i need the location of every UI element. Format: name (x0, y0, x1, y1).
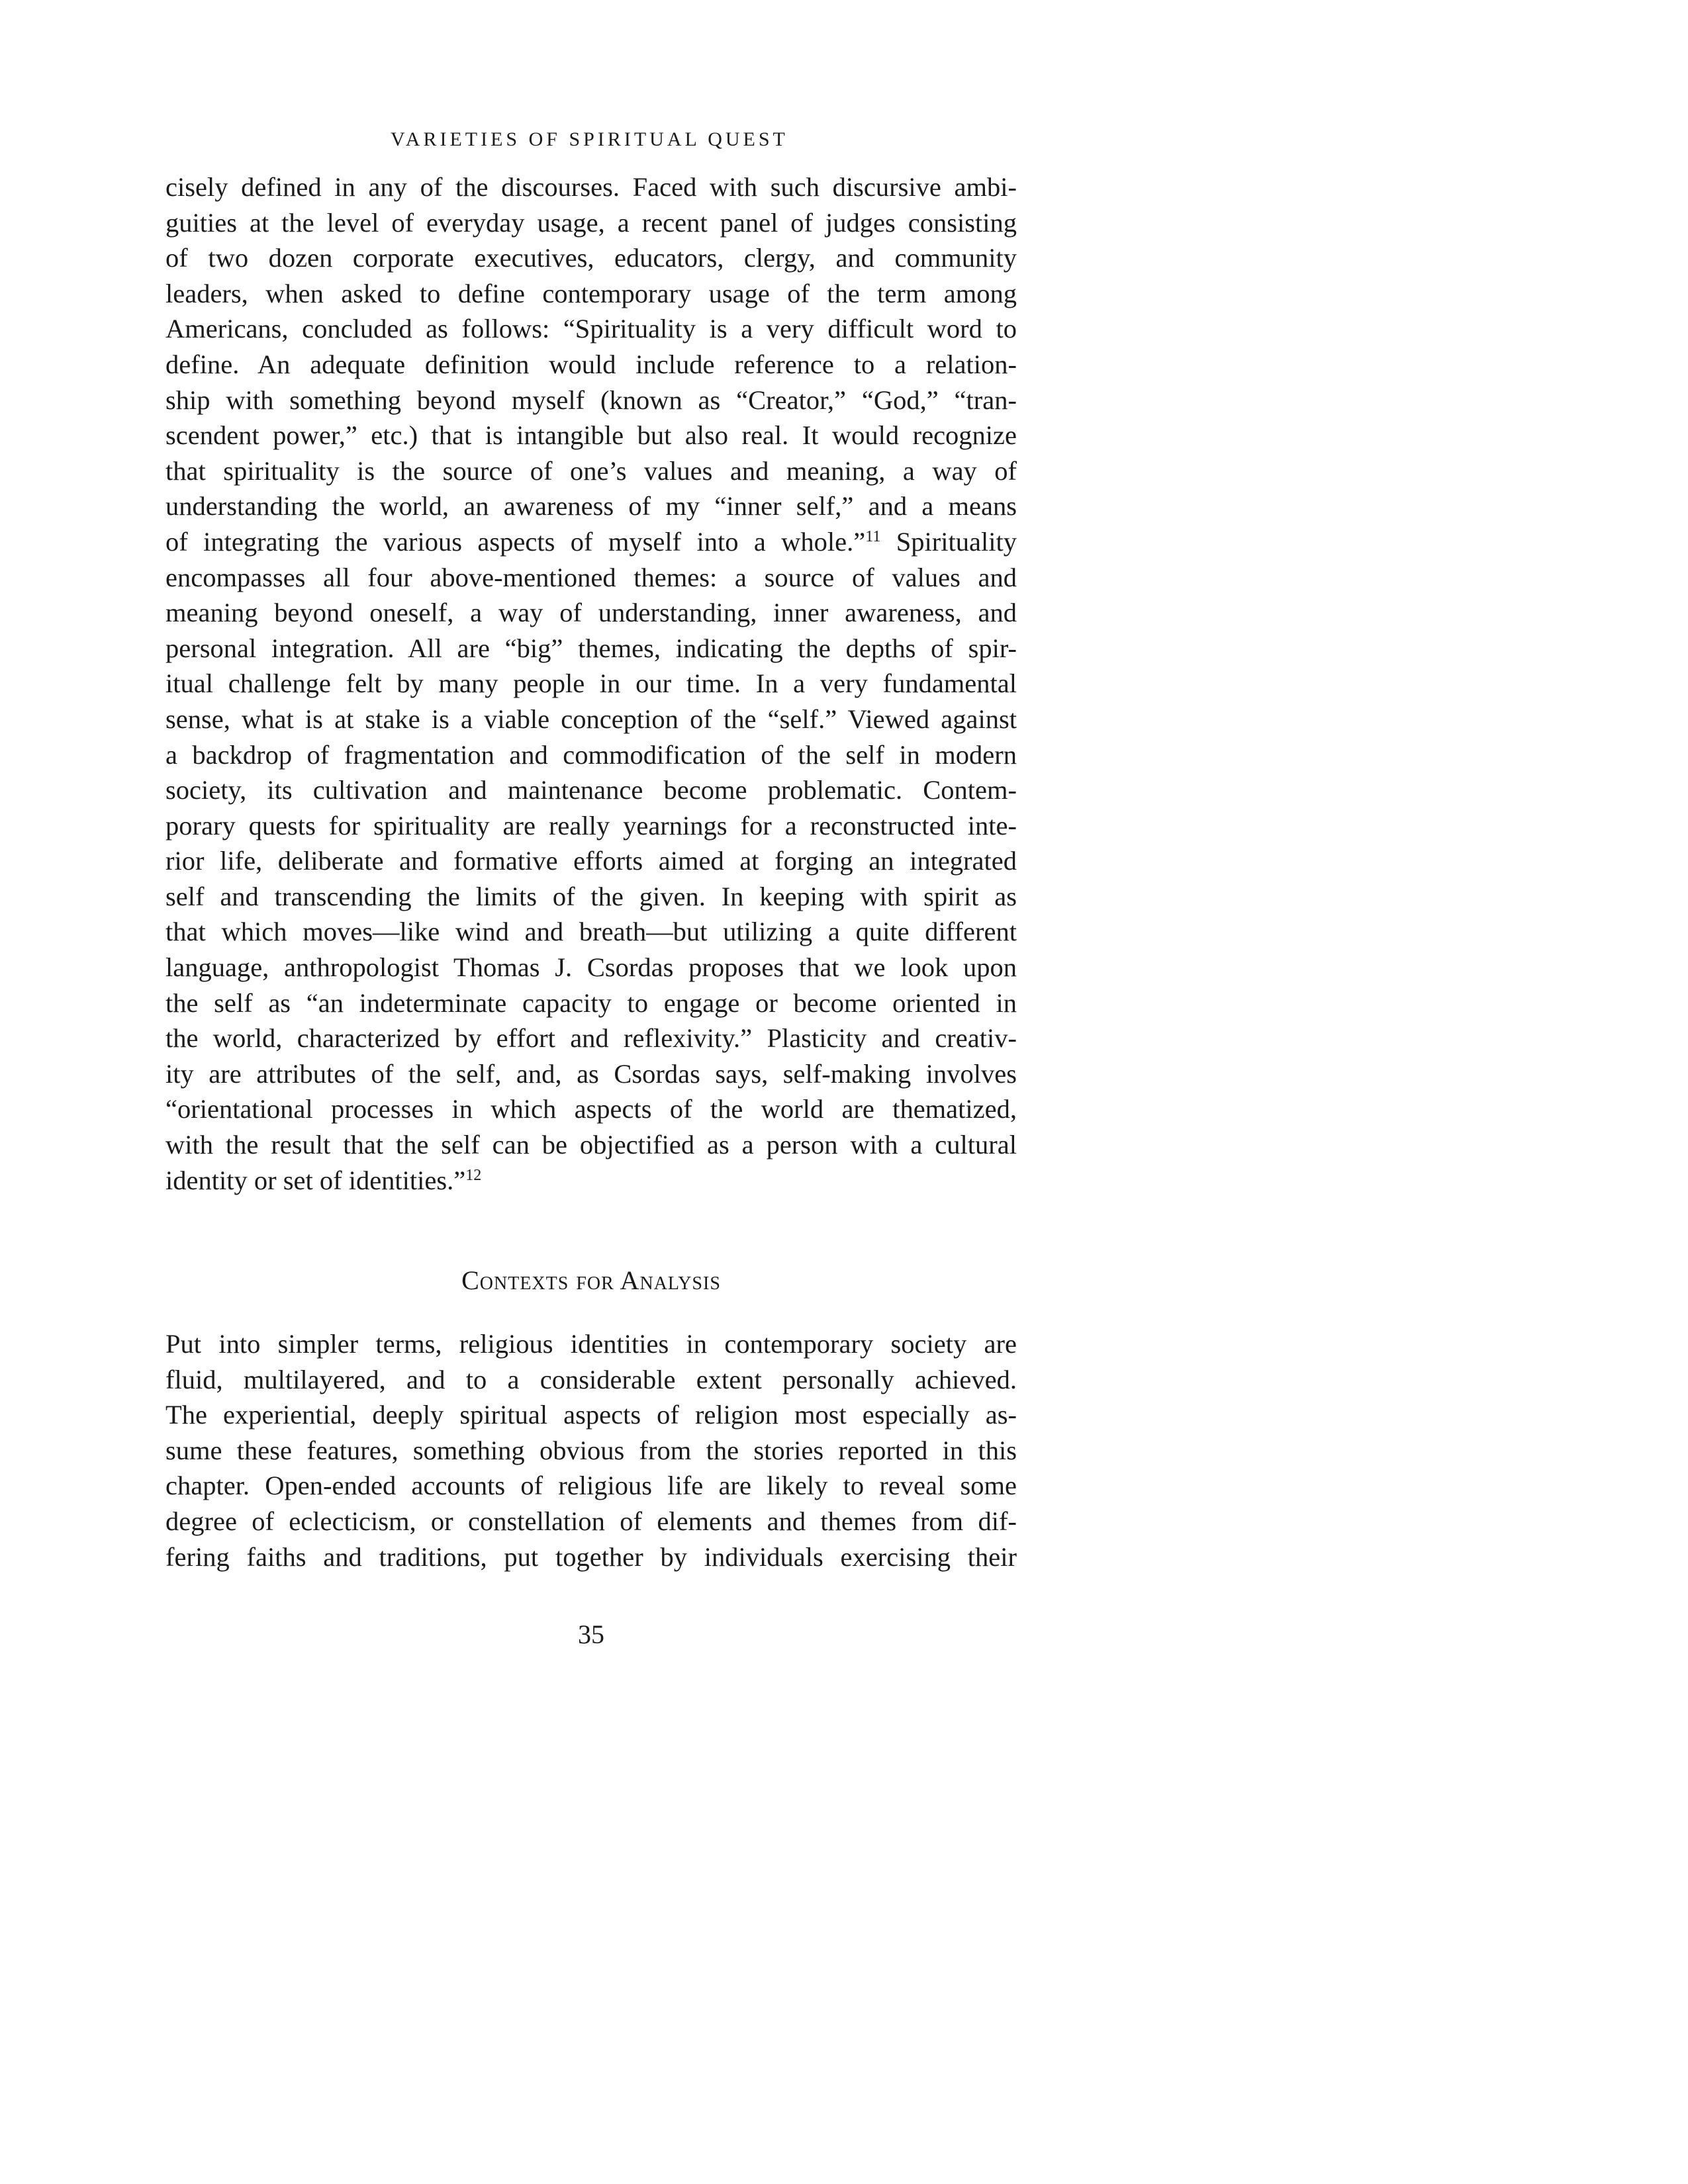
text-line: chapter. Open-ended accounts of religious life are likely to reveal some (165, 1471, 1017, 1501)
text-line: fering faiths and traditions, put together by individuals exercising their (165, 1541, 1017, 1572)
text-line: sense, what is at stake is a viable conception of the “self.” Viewed against (165, 704, 1017, 734)
text-line-with-note (165, 524, 1017, 560)
text-line: personal integration. All are “big” themes, indicating the depths of spir- (165, 633, 1017, 663)
footnote-marker-12: 12 (465, 1166, 482, 1184)
section-heading: Contexts for Analysis (461, 1265, 721, 1295)
body-paragraph-2 (165, 1326, 1017, 1574)
text-line: that spirituality is the source of one’s values and meaning, a way of (165, 455, 1017, 486)
text-line: understanding the world, an awareness of my “inner self,” and a means (165, 491, 1017, 522)
text-line: cisely defined in any of the discourses. Faced with such discursive ambi- (165, 172, 1017, 202)
running-head: VARIETIES OF SPIRITUAL QUEST (391, 128, 788, 150)
text-line: sume these features, something obvious from the stories reported in this (165, 1435, 1017, 1465)
text-line: guities at the level of everyday usage, a recent panel of judges consisting (165, 207, 1017, 238)
text-line: with the result that the self can be objectified as a person with a cultural (165, 1130, 1017, 1160)
text-line: that which moves—like wind and breath—but utilizing a quite different (165, 917, 1017, 947)
text-line: Put into simpler terms, religious identities in contemporary society are (165, 1329, 1017, 1359)
text-line: language, anthropologist Thomas J. Csordas proposes that we look upon (165, 952, 1017, 983)
text-line: the self as “an indeterminate capacity to engage or become oriented in (165, 987, 1017, 1018)
text-line: ity are attributes of the self, and, as Csordas says, self-making involves (165, 1058, 1017, 1089)
body-paragraph-1 (165, 169, 1017, 1198)
text-line: meaning beyond oneself, a way of understanding, inner awareness, and (165, 598, 1017, 628)
text-line: define. An adequate definition would include reference to a relation- (165, 349, 1017, 379)
text-fragment: of integrating the various aspects of myself into a whole.” (165, 526, 866, 557)
text-line: Americans, concluded as follows: “Spirituality is a very difficult word to (165, 314, 1017, 344)
text-line: itual challenge felt by many people in our time. In a very fundamental (165, 668, 1017, 699)
text-line: porary quests for spirituality are really yearnings for a reconstructed inte- (165, 810, 1017, 841)
text-line: scendent power,” etc.) that is intangible but also real. It would recognize (165, 420, 1017, 451)
text-line: a backdrop of fragmentation and commodification of the self in modern (165, 739, 1017, 770)
text-line: leaders, when asked to define contemporary usage of the term among (165, 278, 1017, 308)
text-line: degree of eclecticism, or constellation of elements and themes from dif- (165, 1506, 1017, 1536)
text-line: “orientational processes in which aspects of the world are thematized, (165, 1094, 1017, 1124)
text-line: encompasses all four above-mentioned themes: a source of values and (165, 562, 1017, 592)
text-line: self and transcending the limits of the given. In keeping with spirit as (165, 881, 1017, 911)
text-fragment: identity or set of identities.” (165, 1165, 466, 1195)
text-line: rior life, deliberate and formative efforts aimed at forging an integrated (165, 846, 1017, 876)
text-line: the world, characterized by effort and reflexivity.” Plasticity and creativ- (165, 1023, 1017, 1054)
text-line: fluid, multilayered, and to a considerable extent personally achieved. (165, 1364, 1017, 1394)
text-line: of two dozen corporate executives, educators, clergy, and community (165, 243, 1017, 273)
text-fragment: Spirituality (880, 526, 1017, 557)
text-line: society, its cultivation and maintenance become problematic. Contem- (165, 775, 1017, 805)
text-line: ship with something beyond myself (known as “Creator,” “God,” “tran- (165, 385, 1017, 415)
text-line: The experiential, deeply spiritual aspects of religion most especially as- (165, 1400, 1017, 1430)
footnote-marker-11: 11 (865, 527, 881, 545)
page-number: 35 (578, 1619, 604, 1649)
text-line-with-note (165, 1163, 1017, 1199)
